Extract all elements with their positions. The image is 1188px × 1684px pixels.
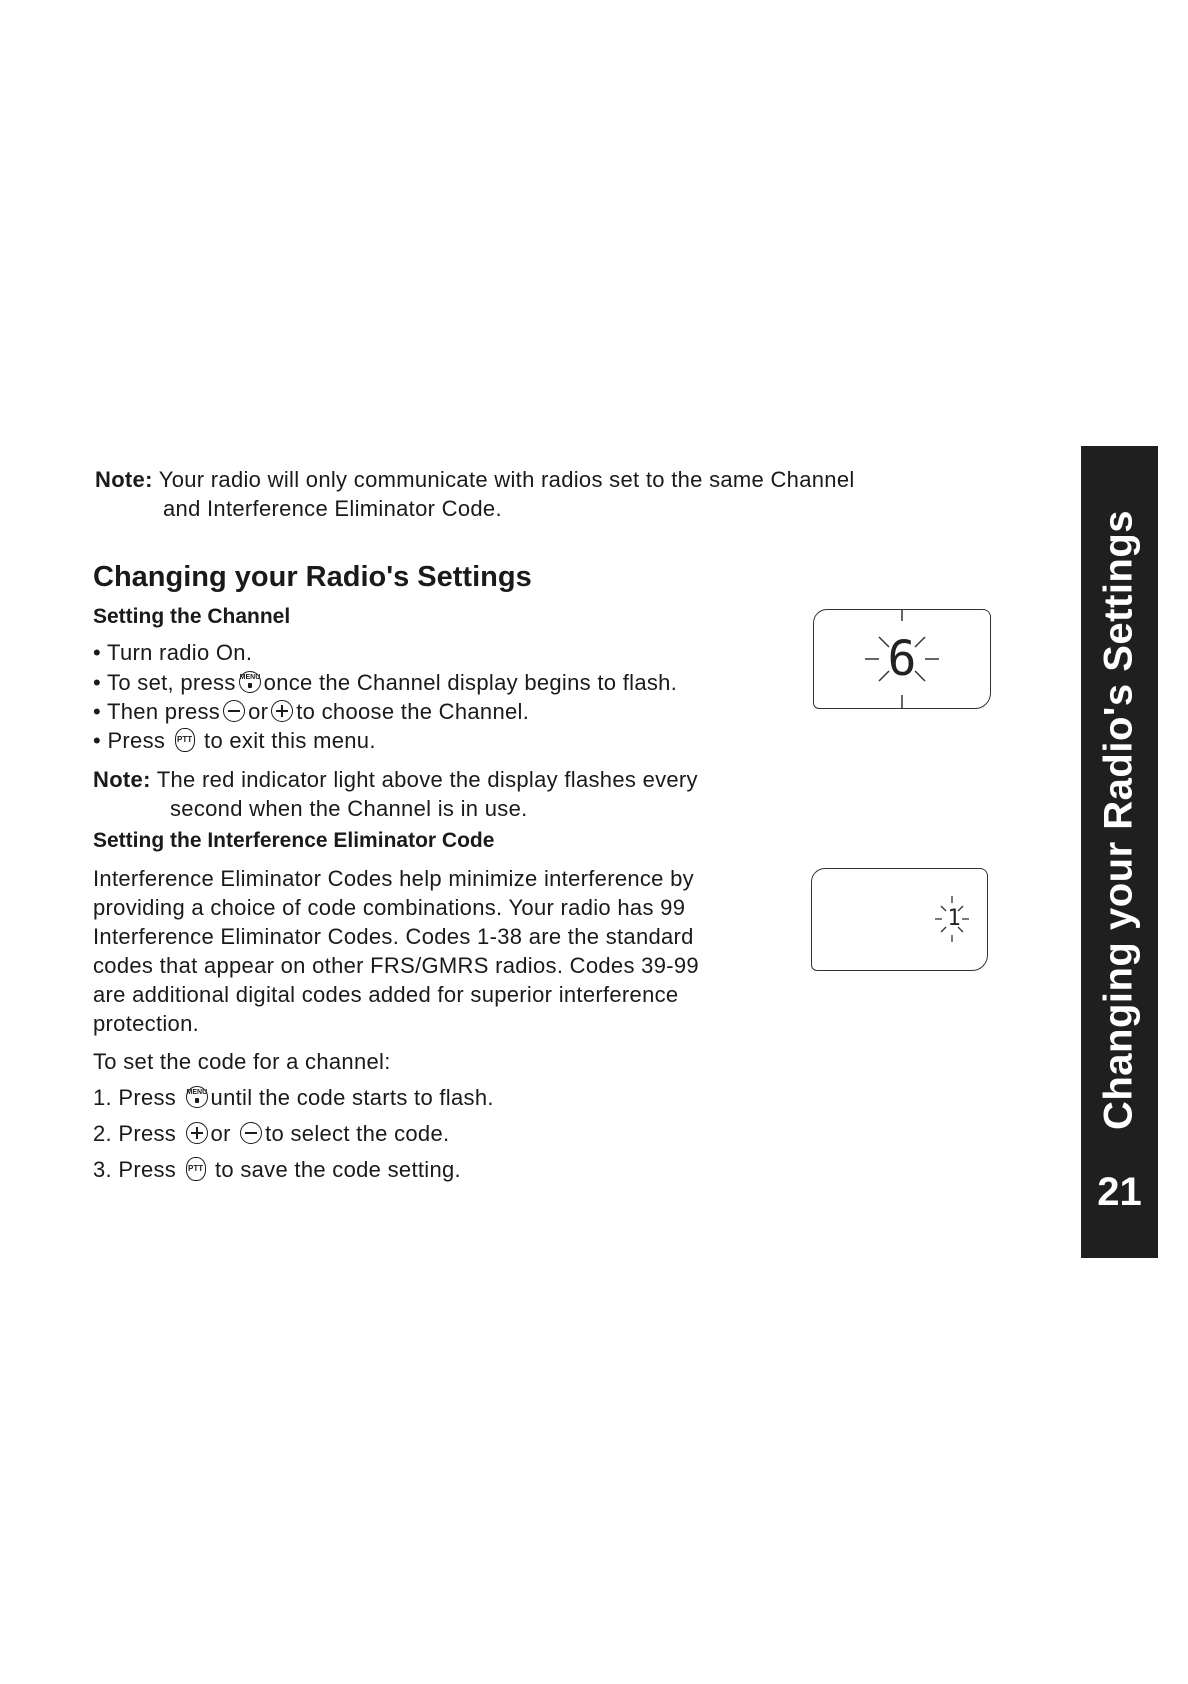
channel-note-line2: second when the Channel is in use.: [170, 796, 528, 821]
code-step-1-text-a: Press: [118, 1085, 177, 1110]
code-heading: Setting the Interference Eliminator Code: [93, 829, 495, 852]
channel-step-4-text-b: to exit this menu.: [204, 728, 376, 753]
note-text-line2: and Interference Eliminator Code.: [163, 496, 502, 521]
ptt-button-icon: PTT: [175, 728, 195, 752]
code-step-2-text-a: Press: [118, 1121, 177, 1146]
code-step-3: [93, 1157, 461, 1183]
channel-lcd-digit: 6: [887, 631, 917, 687]
page-number: 21: [1097, 1170, 1142, 1214]
channel-step-4-text-a: Press: [107, 728, 166, 753]
code-paragraph-line3: Interference Eliminator Codes. Codes 1-38 are the standard: [93, 924, 694, 949]
minus-button-icon: [240, 1122, 262, 1144]
bullet-dot: •: [93, 670, 102, 695]
channel-step-4: [93, 728, 376, 754]
code-paragraph-line4: codes that appear on other FRS/GMRS radios. Codes 39-99: [93, 953, 699, 978]
channel-note: [93, 767, 698, 793]
code-step-3-number: 3.: [93, 1157, 112, 1182]
channel-step-3-or: or: [248, 699, 269, 724]
channel-note-label: Note:: [93, 767, 151, 792]
channel-step-2: [93, 670, 677, 696]
minus-button-icon: [223, 700, 245, 722]
code-step-1-number: 1.: [93, 1085, 112, 1110]
note-label: Note:: [95, 467, 153, 492]
bullet-dot: •: [93, 699, 102, 724]
code-step-3-text-b: to save the code setting.: [214, 1157, 461, 1182]
channel-note-line1: The red indicator light above the display flashes every: [156, 767, 698, 792]
ptt-button-icon: PTT: [186, 1157, 206, 1181]
code-lcd-digit: 1: [947, 906, 961, 931]
code-paragraph-line2: providing a choice of code combinations. Your radio has 99: [93, 895, 686, 920]
channel-step-2-text-b: once the Channel display begins to flash.: [263, 670, 678, 695]
channel-heading: Setting the Channel: [93, 605, 291, 628]
code-step-2-number: 2.: [93, 1121, 112, 1146]
code-paragraph-line6: protection.: [93, 1011, 200, 1036]
section-title: Changing your Radio's Settings: [93, 561, 532, 593]
menu-button-icon: MENU: [239, 671, 261, 693]
code-step-3-text-a: Press: [118, 1157, 177, 1182]
code-step-2-text-b: to select the code.: [265, 1121, 450, 1146]
code-intro: To set the code for a channel:: [93, 1049, 391, 1074]
code-step-2: [93, 1121, 449, 1147]
channel-step-3-text-a: Then press: [107, 699, 221, 724]
side-tab-title: Changing your Radio's Settings: [1096, 509, 1141, 1131]
channel-step-1: [93, 640, 252, 666]
channel-step-1-text: Turn radio On.: [107, 640, 253, 665]
code-step-2-or: or: [210, 1121, 231, 1146]
channel-lcd-display: [813, 609, 991, 709]
menu-button-icon: MENU: [186, 1086, 208, 1108]
plus-button-icon: [271, 700, 293, 722]
bullet-dot: •: [93, 640, 102, 665]
code-lcd-display: [811, 868, 988, 971]
channel-step-3: [93, 699, 529, 725]
bullet-dot: •: [93, 728, 102, 753]
note-text-line1: Your radio will only communicate with radios set to the same Channel: [158, 467, 855, 492]
channel-step-3-text-b: to choose the Channel.: [296, 699, 530, 724]
plus-button-icon: [186, 1122, 208, 1144]
code-step-1: [93, 1085, 494, 1111]
channel-step-2-text-a: To set, press: [107, 670, 236, 695]
note-top: [95, 467, 855, 493]
code-paragraph-line5: are additional digital codes added for superior interference: [93, 982, 679, 1007]
code-paragraph-line1: Interference Eliminator Codes help minimize interference by: [93, 866, 694, 891]
code-step-1-text-b: until the code starts to flash.: [210, 1085, 494, 1110]
